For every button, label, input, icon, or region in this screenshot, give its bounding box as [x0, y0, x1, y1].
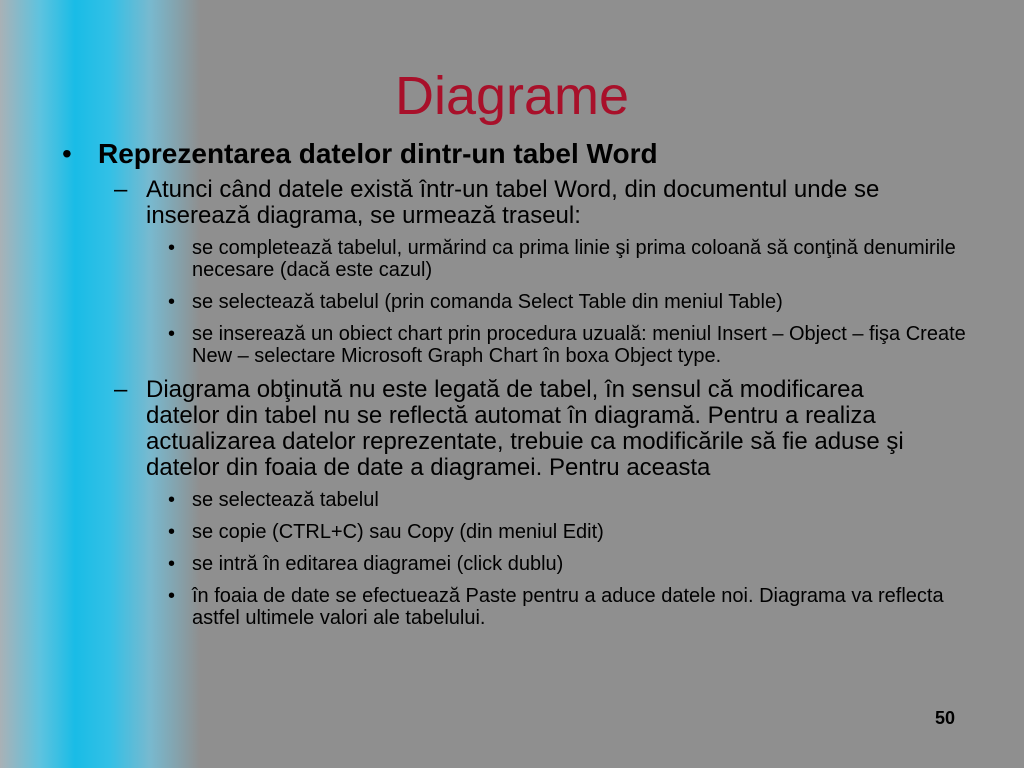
step-text: se inserează un obiect chart prin procedura uzuală: meniul Insert – Object – fişa Create New – selectare Microsoft Graph Chart în boxa Object type. — [192, 323, 966, 367]
bullet-level3 — [168, 291, 972, 313]
bullet-level3 — [168, 323, 972, 367]
bullet-marker: • — [168, 553, 176, 575]
bullet-level3 — [168, 237, 972, 281]
step-text: se copie (CTRL+C) sau Copy (din meniul Edit) — [192, 521, 604, 543]
bullet-level2 — [114, 177, 936, 229]
page-number: 50 — [935, 708, 956, 728]
bullet-level3 — [168, 585, 972, 629]
dash-marker: – — [114, 176, 128, 203]
bullet-level2 — [114, 377, 936, 481]
step-text: se selectează tabelul (prin comanda Select Table din meniul Table) — [192, 291, 783, 313]
bullet-level3 — [168, 489, 972, 511]
bullet-marker: • — [168, 489, 176, 511]
slide-title: Diagrame — [394, 66, 630, 126]
bullet-marker: • — [168, 585, 176, 607]
paragraph-text: Atunci când datele există într-un tabel Word, din documentul unde se inserează diagrama, se urmează traseul: — [146, 176, 880, 229]
heading-text: Reprezentarea datelor dintr-un tabel Word — [98, 138, 658, 169]
bullet-level1 — [58, 137, 978, 171]
step-text: se selectează tabelul — [192, 489, 379, 511]
bullet-level3 — [168, 521, 972, 543]
paragraph-text: Diagrama obţinută nu este legată de tabel, în sensul că modificarea datelor din tabel nu se reflectă automat în diagramă. Pentru a realiza actualizarea datelor reprezentate, trebuie ca modificările să fie aduse şi datelor din foaia de date a diagramei. Pentru aceasta — [146, 376, 904, 481]
bullet-marker: • — [168, 521, 176, 543]
step-text: în foaia de date se efectuează Paste pentru a aduce datele noi. Diagrama va reflecta astfel ultimele valori ale tabelului. — [192, 585, 944, 629]
bullet-marker: • — [168, 323, 176, 345]
step-text: se completează tabelul, urmărind ca prima linie şi prima coloană să conţină denumirile necesare (dacă este cazul) — [192, 237, 956, 281]
bullet-level3 — [168, 553, 972, 575]
step-text: se intră în editarea diagramei (click dublu) — [192, 553, 564, 575]
slide-content — [58, 137, 978, 639]
bullet-marker: • — [62, 138, 72, 169]
bullet-marker: • — [168, 237, 176, 259]
dash-marker: – — [114, 376, 128, 403]
bullet-marker: • — [168, 291, 176, 313]
